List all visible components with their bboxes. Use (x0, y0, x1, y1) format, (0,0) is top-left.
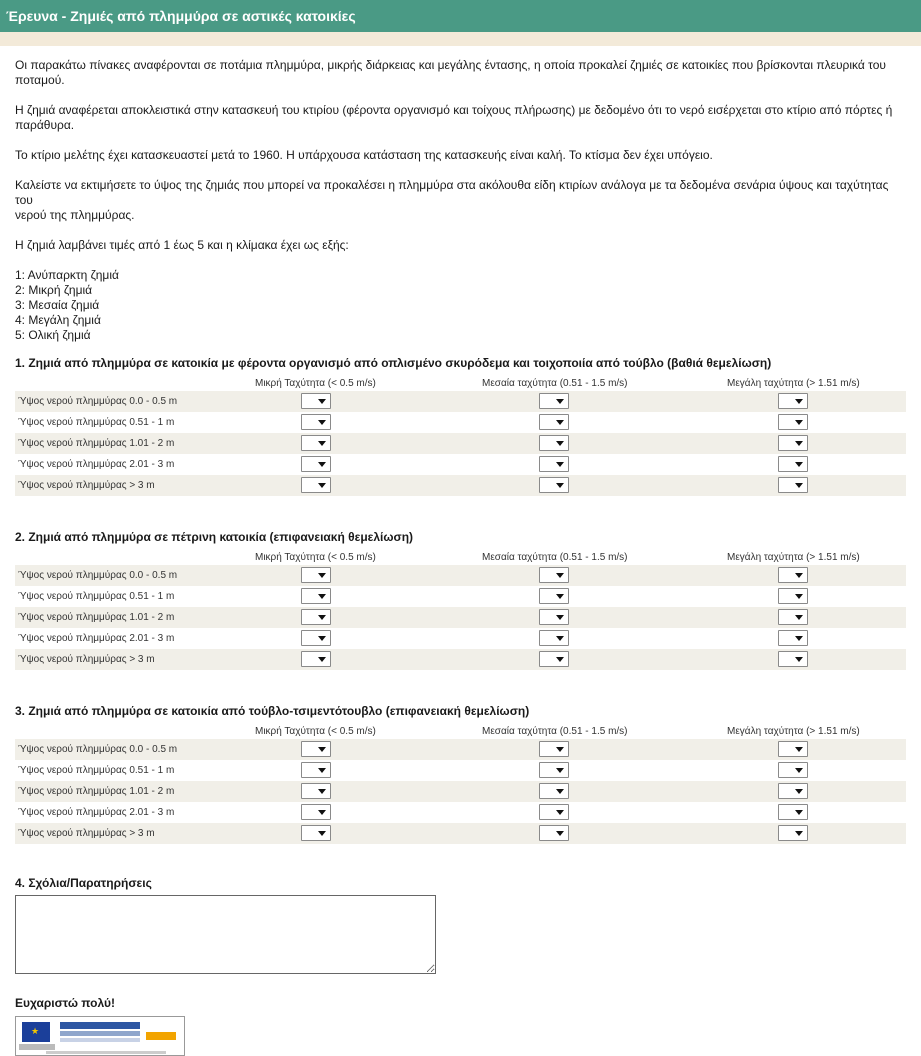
section-2 (15, 530, 906, 670)
select-medium-speed[interactable] (539, 630, 569, 646)
table-row (15, 586, 906, 607)
chevron-down-icon (795, 573, 803, 578)
eu-flag-icon (22, 1022, 50, 1042)
table-row (15, 823, 906, 844)
chevron-down-icon (795, 441, 803, 446)
chevron-down-icon (556, 441, 564, 446)
chevron-down-icon (795, 483, 803, 488)
chevron-down-icon (318, 657, 326, 662)
intro-paragraph-1: Οι παρακάτω πίνακες αναφέρονται σε ποτάμια πλημμύρα, μικρής διάρκειας και μεγάλης έντασης, η οποία προκαλεί ζημιές σε κατοικίες που βρίσκονται πλευρικά του (15, 58, 886, 72)
comments-section (15, 876, 906, 974)
row-label: Ύψος νερού πλημμύρας > 3 m (18, 828, 155, 839)
chevron-down-icon (795, 420, 803, 425)
chevron-down-icon (556, 657, 564, 662)
chevron-down-icon (318, 441, 326, 446)
thanks-text: Ευχαριστώ πολύ! (15, 996, 115, 1010)
table-row (15, 454, 906, 475)
col-header-medium: Μεσαία ταχύτητα (0.51 - 1.5 m/s) (482, 552, 628, 563)
chevron-down-icon (318, 636, 326, 641)
table-row (15, 565, 906, 586)
intro-paragraph-4-cont: νερού της πλημμύρας. (15, 208, 135, 222)
col-header-medium: Μεσαία ταχύτητα (0.51 - 1.5 m/s) (482, 378, 628, 389)
logo-caption-mark (19, 1044, 55, 1050)
select-medium-speed[interactable] (539, 609, 569, 625)
select-low-speed[interactable] (301, 588, 331, 604)
section-3 (15, 704, 906, 844)
section-2-title: 2. Ζημιά από πλημμύρα σε πέτρινη κατοικία (επιφανειακή θεμελίωση) (15, 530, 414, 544)
select-medium-speed[interactable] (539, 477, 569, 493)
row-label: Ύψος νερού πλημμύρας 1.01 - 2 m (18, 612, 175, 623)
select-low-speed[interactable] (301, 783, 331, 799)
scale-item: 4: Μεγάλη ζημιά (15, 313, 101, 327)
section-3-title: 3. Ζημιά από πλημμύρα σε κατοικία από τούβλο-τσιμεντότουβλο (επιφανειακή θεμελίωση) (15, 704, 530, 718)
select-high-speed[interactable] (778, 762, 808, 778)
intro-paragraph-2: Η ζημιά αναφέρεται αποκλειστικά στην κατασκευή του κτιρίου (φέροντα οργανισμό και τοίχους πλήρωσης) με δεδομένο ότι το νερό εισέρχεται στο κτίριο από πόρτες ή (15, 103, 893, 117)
select-high-speed[interactable] (778, 567, 808, 583)
select-high-speed[interactable] (778, 477, 808, 493)
chevron-down-icon (318, 789, 326, 794)
table-row (15, 649, 906, 670)
intro-paragraph-5: Η ζημιά λαμβάνει τιμές από 1 έως 5 και η κλίμακα έχει ως εξής: (15, 238, 349, 252)
chevron-down-icon (795, 657, 803, 662)
intro-paragraph-3: Το κτίριο μελέτης έχει κατασκευαστεί μετά το 1960. Η υπάρχουσα κατάσταση της κατασκευής είναι καλή. Το κτίσμα δεν έχει υπόγειο. (15, 148, 713, 162)
select-low-speed[interactable] (301, 435, 331, 451)
table-row (15, 739, 906, 760)
select-medium-speed[interactable] (539, 414, 569, 430)
select-low-speed[interactable] (301, 804, 331, 820)
select-low-speed[interactable] (301, 651, 331, 667)
col-header-high: Μεγάλη ταχύτητα (> 1.51 m/s) (727, 378, 860, 389)
chevron-down-icon (556, 399, 564, 404)
logo-footer-mark (46, 1051, 166, 1054)
table-row (15, 433, 906, 454)
chevron-down-icon (795, 768, 803, 773)
espa-mark (144, 1021, 182, 1047)
chevron-down-icon (318, 831, 326, 836)
select-medium-speed[interactable] (539, 567, 569, 583)
column-headers (15, 548, 906, 565)
chevron-down-icon (318, 462, 326, 467)
page-title-bar (0, 0, 921, 32)
rating-grid-3 (15, 739, 906, 844)
select-high-speed[interactable] (778, 825, 808, 841)
row-label: Ύψος νερού πλημμύρας 1.01 - 2 m (18, 786, 175, 797)
rating-grid-2 (15, 565, 906, 670)
scale-item: 2: Μικρή ζημιά (15, 283, 93, 297)
row-label: Ύψος νερού πλημμύρας > 3 m (18, 654, 155, 665)
col-header-medium: Μεσαία ταχύτητα (0.51 - 1.5 m/s) (482, 726, 628, 737)
survey-content (0, 46, 921, 1056)
select-high-speed[interactable] (778, 609, 808, 625)
chevron-down-icon (556, 594, 564, 599)
chevron-down-icon (556, 831, 564, 836)
row-label: Ύψος νερού πλημμύρας 1.01 - 2 m (18, 438, 175, 449)
col-header-low: Μικρή Ταχύτητα (< 0.5 m/s) (255, 726, 376, 737)
select-medium-speed[interactable] (539, 783, 569, 799)
chevron-down-icon (318, 573, 326, 578)
row-label: Ύψος νερού πλημμύρας 2.01 - 3 m (18, 633, 175, 644)
operational-programme-mark (60, 1022, 140, 1050)
chevron-down-icon (556, 747, 564, 752)
select-low-speed[interactable] (301, 630, 331, 646)
select-medium-speed[interactable] (539, 804, 569, 820)
select-low-speed[interactable] (301, 477, 331, 493)
select-medium-speed[interactable] (539, 393, 569, 409)
scale-item: 5: Ολική ζημιά (15, 328, 91, 342)
comments-title: 4. Σχόλια/Παρατηρήσεις (15, 876, 152, 890)
select-medium-speed[interactable] (539, 588, 569, 604)
rating-grid-1 (15, 391, 906, 496)
chevron-down-icon (556, 420, 564, 425)
chevron-down-icon (795, 399, 803, 404)
chevron-down-icon (795, 636, 803, 641)
chevron-down-icon (556, 573, 564, 578)
chevron-down-icon (795, 831, 803, 836)
chevron-down-icon (795, 747, 803, 752)
intro-paragraph-4: Καλείστε να εκτιμήσετε το ύψος της ζημιάς που μπορεί να προκαλέσει η πλημμύρα στα ακόλουθα είδη κτιρίων ανάλογα με τα δεδομένα σενάρια ύψους και ταχύτητας του (15, 178, 889, 207)
chevron-down-icon (556, 768, 564, 773)
section-1 (15, 356, 906, 496)
select-high-speed[interactable] (778, 588, 808, 604)
intro-paragraph-1-cont: ποταμού. (15, 73, 65, 87)
select-high-speed[interactable] (778, 414, 808, 430)
row-label: Ύψος νερού πλημμύρας 0.51 - 1 m (18, 417, 175, 428)
select-low-speed[interactable] (301, 741, 331, 757)
chevron-down-icon (318, 810, 326, 815)
select-medium-speed[interactable] (539, 435, 569, 451)
select-low-speed[interactable] (301, 567, 331, 583)
chevron-down-icon (556, 636, 564, 641)
select-low-speed[interactable] (301, 762, 331, 778)
row-label: Ύψος νερού πλημμύρας 0.0 - 0.5 m (18, 396, 178, 407)
chevron-down-icon (318, 420, 326, 425)
column-headers (15, 374, 906, 391)
row-label: Ύψος νερού πλημμύρας 0.51 - 1 m (18, 591, 175, 602)
chevron-down-icon (318, 615, 326, 620)
chevron-down-icon (318, 399, 326, 404)
chevron-down-icon (318, 768, 326, 773)
select-medium-speed[interactable] (539, 651, 569, 667)
chevron-down-icon (795, 594, 803, 599)
intro-paragraph-2-cont: παράθυρα. (15, 118, 75, 132)
chevron-down-icon (795, 462, 803, 467)
select-high-speed[interactable] (778, 651, 808, 667)
row-label: Ύψος νερού πλημμύρας 2.01 - 3 m (18, 459, 175, 470)
section-1-title: 1. Ζημιά από πλημμύρα σε κατοικία με φέροντα οργανισμό από οπλισμένο σκυρόδεμα και τοιχοποιία από τούβλο (βαθιά θεμελίωση) (15, 356, 772, 370)
table-row (15, 391, 906, 412)
select-medium-speed[interactable] (539, 456, 569, 472)
comments-textarea[interactable] (15, 895, 436, 974)
chevron-down-icon (556, 789, 564, 794)
intro-text (15, 46, 906, 343)
select-high-speed[interactable] (778, 393, 808, 409)
chevron-down-icon (318, 747, 326, 752)
select-low-speed[interactable] (301, 825, 331, 841)
select-high-speed[interactable] (778, 435, 808, 451)
chevron-down-icon (556, 462, 564, 467)
scale-item: 3: Μεσαία ζημιά (15, 298, 100, 312)
chevron-down-icon (795, 789, 803, 794)
scale-item: 1: Ανύπαρκτη ζημιά (15, 268, 119, 282)
select-low-speed[interactable] (301, 393, 331, 409)
select-low-speed[interactable] (301, 609, 331, 625)
chevron-down-icon (556, 810, 564, 815)
table-row (15, 475, 906, 496)
select-high-speed[interactable] (778, 630, 808, 646)
select-high-speed[interactable] (778, 783, 808, 799)
eu-espa-logo (15, 1016, 185, 1056)
row-label: Ύψος νερού πλημμύρας 0.0 - 0.5 m (18, 744, 178, 755)
table-row (15, 802, 906, 823)
select-low-speed[interactable] (301, 414, 331, 430)
col-header-high: Μεγάλη ταχύτητα (> 1.51 m/s) (727, 552, 860, 563)
page-title: Έρευνα - Ζημιές από πλημμύρα σε αστικές κατοικίες (6, 8, 356, 24)
col-header-high: Μεγάλη ταχύτητα (> 1.51 m/s) (727, 726, 860, 737)
select-medium-speed[interactable] (539, 762, 569, 778)
column-headers (15, 722, 906, 739)
table-row (15, 607, 906, 628)
select-medium-speed[interactable] (539, 741, 569, 757)
chevron-down-icon (795, 615, 803, 620)
chevron-down-icon (795, 810, 803, 815)
select-high-speed[interactable] (778, 804, 808, 820)
row-label: Ύψος νερού πλημμύρας 0.0 - 0.5 m (18, 570, 178, 581)
table-row (15, 628, 906, 649)
table-row (15, 412, 906, 433)
header-divider (0, 32, 921, 46)
row-label: Ύψος νερού πλημμύρας 2.01 - 3 m (18, 807, 175, 818)
select-high-speed[interactable] (778, 741, 808, 757)
select-high-speed[interactable] (778, 456, 808, 472)
select-medium-speed[interactable] (539, 825, 569, 841)
table-row (15, 760, 906, 781)
table-row (15, 781, 906, 802)
chevron-down-icon (556, 483, 564, 488)
chevron-down-icon (556, 615, 564, 620)
row-label: Ύψος νερού πλημμύρας > 3 m (18, 480, 155, 491)
chevron-down-icon (318, 594, 326, 599)
col-header-low: Μικρή Ταχύτητα (< 0.5 m/s) (255, 552, 376, 563)
col-header-low: Μικρή Ταχύτητα (< 0.5 m/s) (255, 378, 376, 389)
chevron-down-icon (318, 483, 326, 488)
select-low-speed[interactable] (301, 456, 331, 472)
row-label: Ύψος νερού πλημμύρας 0.51 - 1 m (18, 765, 175, 776)
